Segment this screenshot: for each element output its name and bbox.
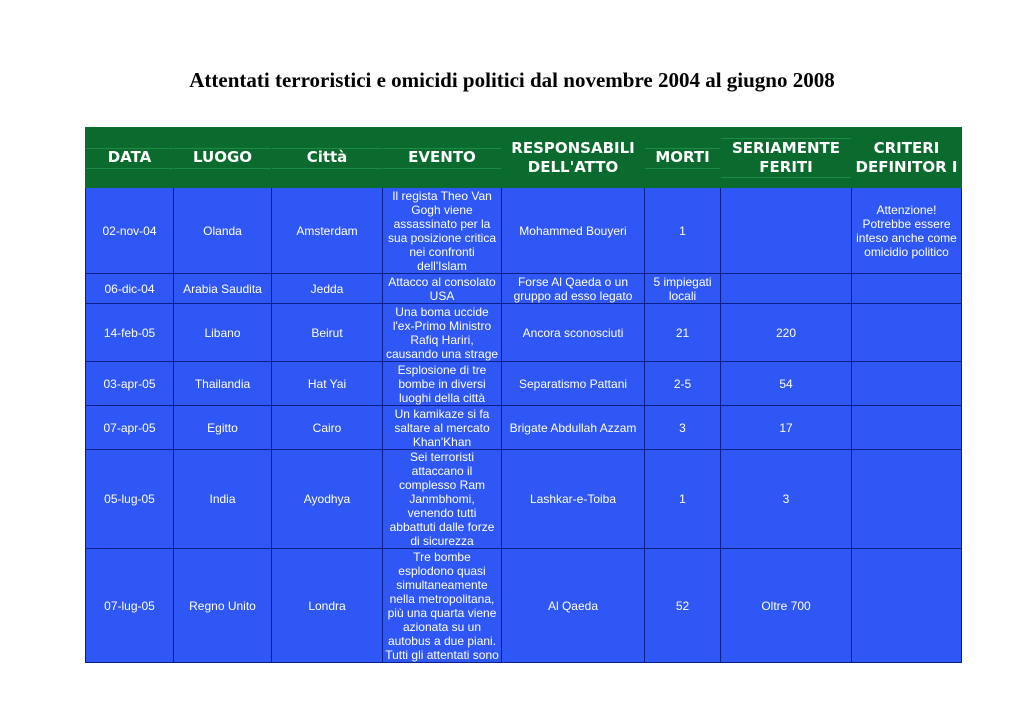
cell-feriti [721,188,852,274]
cell-citta: Ayodhya [272,450,383,549]
cell-evento: Tre bombe esplodono quasi simultaneamente nella metropolitana, più una quarta viene azionata su un autobus a due piani. Tutti gli attentati sono [383,549,502,663]
cell-evento: Esplosione di tre bombe in diversi luoghi della città [383,362,502,406]
cell-evento: Un kamikaze si fa saltare al mercato Khan'Khan [383,406,502,450]
header-feriti: SERIAMENTE FERITI [721,128,852,188]
cell-luogo: Olanda [174,188,272,274]
cell-responsabili: Al Qaeda [502,549,645,663]
table-row [86,188,962,274]
cell-citta: Amsterdam [272,188,383,274]
cell-luogo: Egitto [174,406,272,450]
cell-citta: Beirut [272,304,383,362]
cell-criteri [852,450,962,549]
cell-feriti: 17 [721,406,852,450]
table-row [86,304,962,362]
page-title: Attentati terroristici e omicidi politici dal novembre 2004 al giugno 2008 [189,68,835,92]
cell-feriti: 54 [721,362,852,406]
cell-luogo: Thailandia [174,362,272,406]
cell-feriti: Oltre 700 [721,549,852,663]
cell-data: 07-lug-05 [86,549,174,663]
cell-luogo: India [174,450,272,549]
cell-morti: 21 [645,304,721,362]
cell-criteri [852,274,962,304]
attacks-table [85,127,962,663]
cell-criteri: Attenzione! Potrebbe essere inteso anche come omicidio politico [852,188,962,274]
header-evento: EVENTO [383,128,502,188]
header-row [86,128,962,188]
table-row [86,274,962,304]
cell-data: 14-feb-05 [86,304,174,362]
cell-evento: Il regista Theo Van Gogh viene assassinato per la sua posizione critica nei confronti dell'Islam [383,188,502,274]
cell-evento: Una boma uccide l'ex-Primo Ministro Rafiq Hariri, causando una strage [383,304,502,362]
header-responsabili: RESPONSABILI DELL'ATTO [502,128,645,188]
cell-criteri [852,362,962,406]
cell-evento: Sei terroristi attaccano il complesso Ram Janmbhomi, venendo tutti abbattuti dalle forze di sicurezza [383,450,502,549]
header-morti: MORTI [645,128,721,188]
table-row [86,549,962,663]
cell-feriti [721,274,852,304]
cell-criteri [852,549,962,663]
cell-morti: 5 impiegati locali [645,274,721,304]
cell-data: 07-apr-05 [86,406,174,450]
cell-responsabili: Mohammed Bouyeri [502,188,645,274]
cell-morti: 1 [645,188,721,274]
cell-morti: 3 [645,406,721,450]
table-row [86,450,962,549]
header-criteri: CRITERI DEFINITOR I [852,128,962,188]
cell-evento: Attacco al consolato USA [383,274,502,304]
cell-feriti: 220 [721,304,852,362]
header-data: DATA [86,128,174,188]
cell-morti: 1 [645,450,721,549]
cell-data: 06-dic-04 [86,274,174,304]
cell-luogo: Arabia Saudita [174,274,272,304]
cell-feriti: 3 [721,450,852,549]
cell-data: 03-apr-05 [86,362,174,406]
cell-morti: 2-5 [645,362,721,406]
cell-citta: Cairo [272,406,383,450]
header-citta: Città [272,128,383,188]
cell-data: 05-lug-05 [86,450,174,549]
cell-citta: Jedda [272,274,383,304]
cell-citta: Londra [272,549,383,663]
cell-responsabili: Separatismo Pattani [502,362,645,406]
cell-responsabili: Forse Al Qaeda o un gruppo ad esso legato [502,274,645,304]
cell-luogo: Libano [174,304,272,362]
cell-responsabili: Lashkar-e-Toiba [502,450,645,549]
cell-citta: Hat Yai [272,362,383,406]
table-row [86,406,962,450]
cell-data: 02-nov-04 [86,188,174,274]
cell-criteri [852,304,962,362]
cell-morti: 52 [645,549,721,663]
header-luogo: LUOGO [174,128,272,188]
table-row [86,362,962,406]
cell-responsabili: Ancora sconosciuti [502,304,645,362]
cell-luogo: Regno Unito [174,549,272,663]
cell-criteri [852,406,962,450]
cell-responsabili: Brigate Abdullah Azzam [502,406,645,450]
